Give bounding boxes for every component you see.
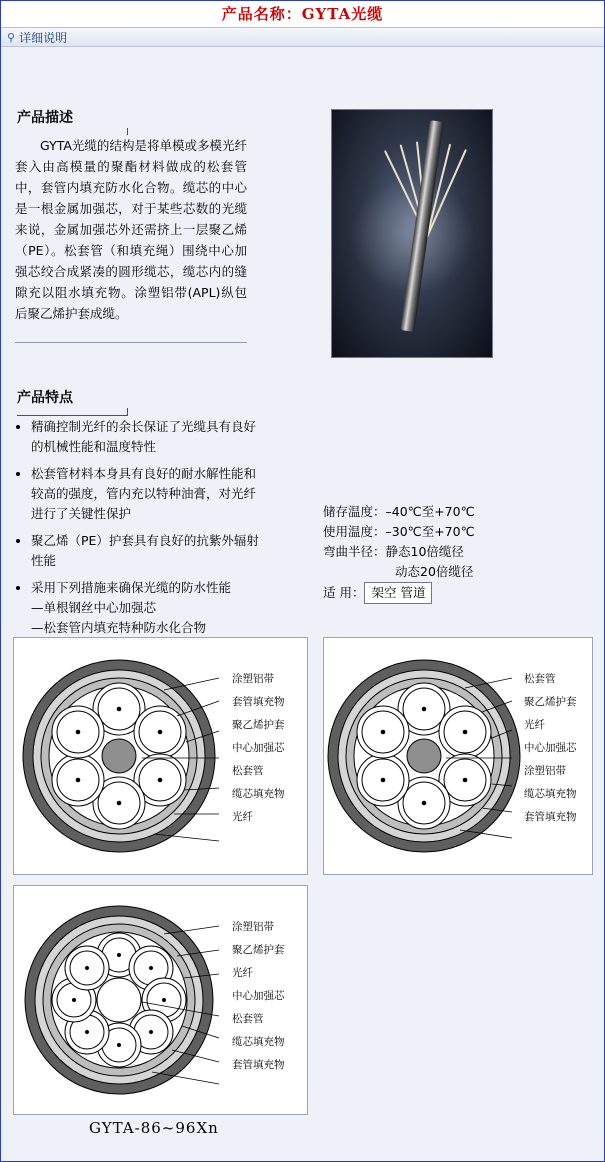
spec-row — [323, 522, 475, 542]
spec-value: –30℃至+70℃ — [385, 524, 475, 539]
section-heading-description: 产品描述 — [17, 107, 128, 138]
description-text: GYTA光缆的结构是将单模或多模光纤套入由高模量的聚酯材料做成的松套管中，套管内填充防水化合物。缆芯的中心是一根金属加强芯，对于某些芯数的光缆来说，金属加强芯外还需挤上一层聚乙烯（PE）。松套管（和填充绳）围绕中心加强芯绞合成紧凑的圆形缆芯，缆芯内的缝隙充以阻水填充物。涂塑铝带(APL)纵包后聚乙烯护套成缆。 — [15, 135, 247, 324]
list-item: • 聚乙烯（PE）护套具有良好的抗紫外辐射性能 — [31, 531, 267, 571]
diagram-label: 涂塑铝带 — [232, 673, 274, 685]
spec-value: 架空 管道 — [364, 582, 432, 604]
diagram-label: 套管填充物 — [232, 1059, 285, 1071]
page-title: 产品名称：GYTA光缆 — [1, 1, 604, 27]
spec-row — [323, 542, 475, 562]
heading-rule — [17, 408, 128, 416]
list-subitem: —单根钢丝中心加强芯 — [31, 600, 157, 615]
spec-label: 储存温度： — [323, 504, 386, 519]
detail-bar-label: 详细说明 — [19, 30, 68, 45]
spec-label: 适 用： — [323, 585, 365, 600]
diagram-label-list — [232, 668, 285, 829]
diagram-caption: GYTA-86~96Xn — [89, 1119, 219, 1137]
diagram-label: 光纤 — [232, 811, 253, 823]
section-heading-features: 产品特点 — [17, 387, 128, 418]
list-item: • 采用下列措施来确保光缆的防水性能 —单根钢丝中心加强芯 —松套管内填充特种防水化合物 — [31, 578, 267, 678]
list-item: • 松套管材料本身具有良好的耐水解性能和较高的强度，管内充以特种油膏，对光纤进行了关键性保护 — [31, 464, 267, 524]
content-area — [1, 47, 604, 1161]
diagram-label-list — [524, 668, 577, 829]
spec-row — [323, 502, 475, 522]
diagram-label: 中心加强芯 — [232, 990, 285, 1002]
diagram-label: 缆芯填充物 — [232, 1036, 285, 1048]
diagram-label: 套管填充物 — [524, 811, 577, 823]
diagram-label: 光纤 — [524, 719, 545, 731]
spec-value: 静态10倍缆径 — [385, 544, 464, 559]
diagram-label: 缆芯填充物 — [524, 788, 577, 800]
spec-label: 弯曲半径： — [323, 544, 386, 559]
diagram-label: 聚乙烯护套 — [524, 696, 577, 708]
spec-value: 动态20倍缆径 — [395, 564, 474, 579]
diagram-label: 中心加强芯 — [232, 742, 285, 754]
diagram-label: 松套管 — [524, 673, 556, 685]
diagram-label: 缆芯填充物 — [232, 788, 285, 800]
detail-bar — [1, 27, 604, 47]
list-item: • 精确控制光纤的余长保证了光缆具有良好的机械性能和温度特性 — [31, 417, 267, 457]
diagram-6-tube — [13, 637, 308, 875]
diagram-label: 光纤 — [232, 967, 253, 979]
spec-value: –40℃至+70℃ — [385, 504, 475, 519]
spec-row — [323, 562, 475, 582]
diagram-8-tube — [13, 885, 308, 1115]
diagram-6-tube-right — [323, 637, 593, 875]
spec-label: 使用温度： — [323, 524, 386, 539]
spec-row-usage — [323, 582, 475, 604]
diagram-label: 聚乙烯护套 — [232, 944, 285, 956]
diagram-label: 中心加强芯 — [524, 742, 577, 754]
description-underline — [15, 342, 247, 343]
spec-block — [323, 502, 475, 604]
diagram-label: 松套管 — [232, 1013, 264, 1025]
search-icon: ⚲ — [7, 30, 16, 44]
diagram-label-list — [232, 916, 285, 1077]
list-subitem: —松套管内填充特种防水化合物 — [31, 620, 207, 635]
diagram-label: 涂塑铝带 — [524, 765, 566, 777]
diagram-label: 聚乙烯护套 — [232, 719, 285, 731]
diagram-label: 涂塑铝带 — [232, 921, 274, 933]
product-photo — [331, 109, 493, 358]
diagram-label: 套管填充物 — [232, 696, 285, 708]
diagram-label: 松套管 — [232, 765, 264, 777]
